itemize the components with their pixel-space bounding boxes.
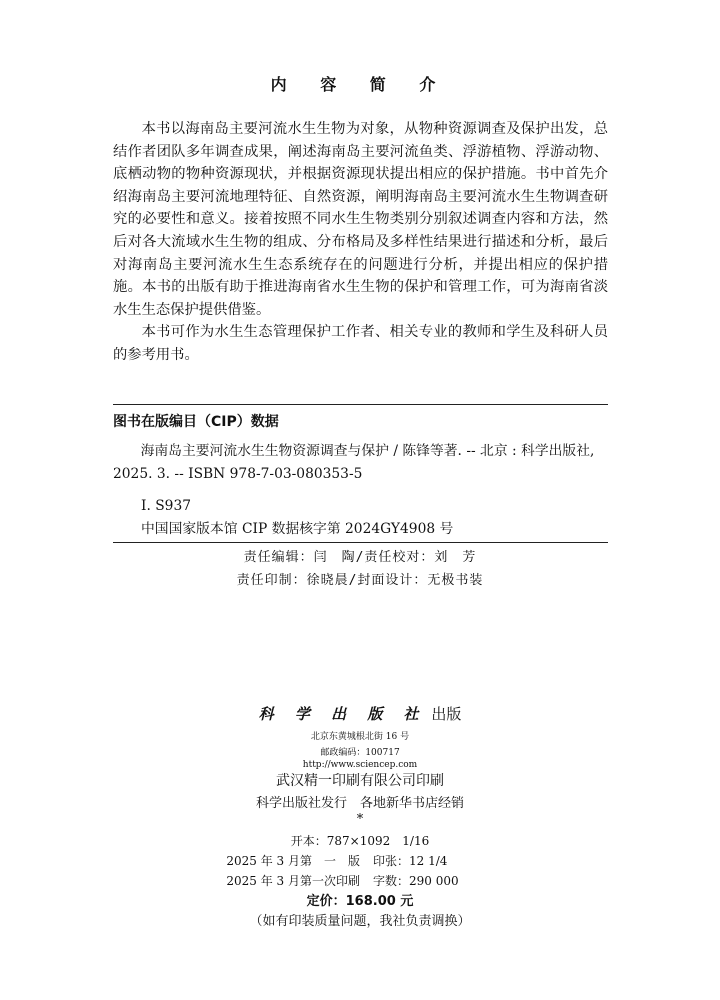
printer: 武汉精一印刷有限公司印刷 [276, 773, 444, 789]
summary-paragraph: 本书以海南岛主要河流水生生物为对象，从物种资源调查及保护出发，总结作者团队多年调查成果，阐述海南岛主要河流鱼类、浮游植物、浮游动物、底栖动物的物种资源现状，并根据资源现状提出相应的保护措施。书中首先介绍海南岛主要河流地理特征、自然资源，阐明海南岛主要河流水生生物调查研究的必要性和意义。接着按照不同水生生物类别分别叙述调查内容和方法，然后对各大流域水生生物的组成、分布格局及多样性结果进行描述和分析，最后对海南岛主要河流水生生态系统存在的问题进行分析，并提出相应的保护措施。本书的出版有助于推进海南省水生生物的保护和管理工作，可为海南省淡水生生态保护提供借鉴。 [113, 121, 608, 318]
cip-number: 中国国家版本馆 CIP 数据核字第 2024GY4908 号 [141, 521, 454, 537]
sheets: 印张：12 1/4 [373, 854, 448, 868]
publisher-name: 科 学 出 版 社 [258, 705, 427, 723]
page-title: 内 容 简 介 [270, 75, 450, 94]
distribution: 科学出版社发行 各地新华书店经销 [255, 796, 464, 811]
word-count: 字数：290 000 [373, 874, 459, 888]
cip-classification: I. S937 [141, 498, 192, 514]
book-format: 开本：787×1092 1/16 [290, 834, 430, 848]
cip-record: 海南岛主要河流水生生物资源调查与保护 / 陈锋等著. -- 北京 : 科学出版社, 2025. 3. -- ISBN 978-7-03-080353-5 [113, 443, 595, 482]
cip-heading: 图书在版编目（CIP）数据 [113, 414, 279, 430]
summary-paragraph: 本书可作为水生生态管理保护工作者、相关专业的教师和学生及科研人员的参考用书。 [113, 324, 608, 363]
publisher-suffix: 出版 [431, 705, 462, 723]
cip-top-rule [113, 404, 608, 405]
edition: 2025 年 3 月第 一 版 [226, 854, 360, 868]
publisher-address: 北京东黄城根北街 16 号 [310, 732, 410, 742]
printing: 2025 年 3 月第一次印刷 [226, 874, 360, 888]
staff-production: 责任印制：徐晓晨/封面设计：无极书装 [236, 573, 484, 588]
staff-editors: 责任编辑：闫 陶/责任校对：刘 芳 [243, 550, 477, 565]
quality-notice: （如有印装质量问题，我社负责调换） [249, 914, 471, 929]
publisher-line [0, 703, 720, 724]
price: 定价：168.00 元 [306, 894, 414, 909]
separator: * [356, 812, 364, 827]
cip-bottom-rule [113, 542, 608, 543]
summary-body [113, 118, 608, 367]
publisher-website: http://www.sciencep.com [302, 760, 418, 770]
publisher-postcode: 邮政编码：100717 [320, 748, 400, 758]
